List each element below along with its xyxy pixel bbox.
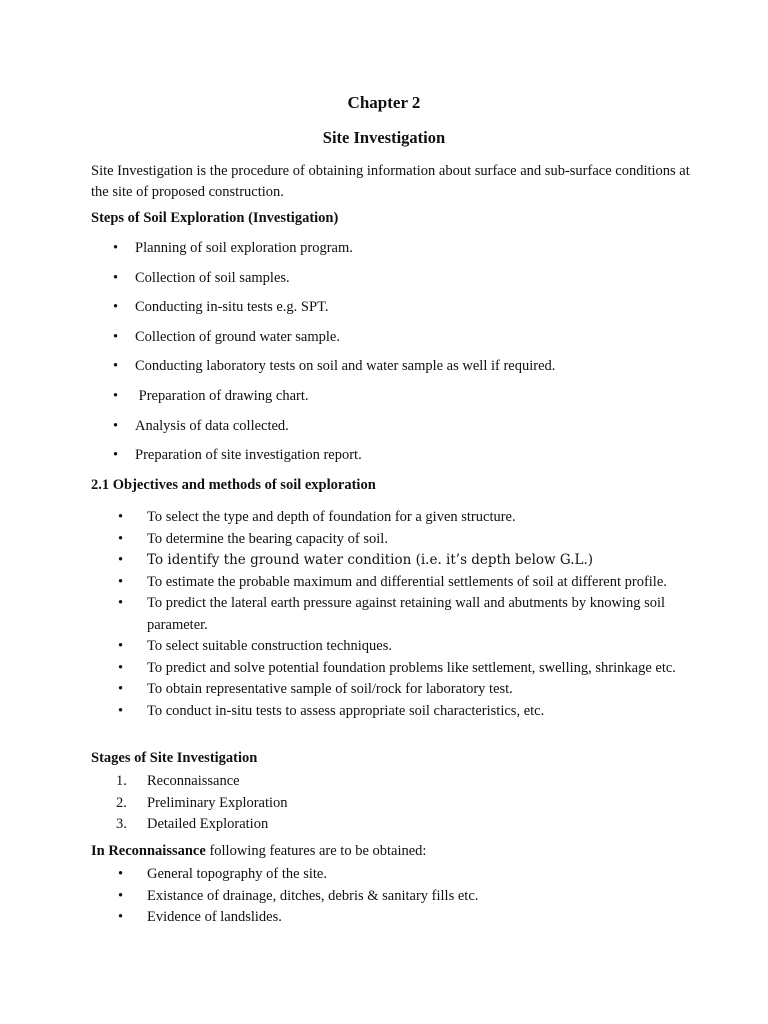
list-item [0,864,687,886]
bullet: • [113,388,119,404]
bullet: • [113,358,119,374]
item-number: 3. [116,816,127,832]
bullet: • [113,299,119,315]
list-item-text: Collection of ground water sample. [135,329,340,345]
reconnaissance-rest: following features are to be obtained: [205,843,427,859]
list-item [0,814,687,836]
objectives-heading: 2.1 Objectives and methods of soil exploration [91,477,376,493]
list-item [0,593,687,636]
list-item [0,550,687,572]
reconnaissance-list [0,864,687,929]
bullet: • [113,270,119,286]
bullet: • [118,659,124,676]
list-item-text: To predict the lateral earth pressure against retaining wall and abutments by knowing soil parameter. [147,595,666,633]
list-item-text: To predict and solve potential foundation problems like settlement, swelling, shrinkage etc. [147,659,676,676]
list-item-text: Conducting in-situ tests e.g. SPT. [135,299,329,315]
bullet: • [118,866,124,882]
page-title: Site Investigation [322,128,446,147]
reconnaissance-paragraph [91,843,426,860]
item-number: 1. [116,773,127,789]
bullet: • [113,240,119,256]
list-item-text: Conducting laboratory tests on soil and water sample as well if required. [135,358,556,374]
bullet: • [118,573,124,590]
list-item [0,529,687,551]
list-item [0,793,687,815]
list-item-text: To obtain representative sample of soil/rock for laboratory test. [147,681,513,697]
list-item [0,507,687,529]
list-item [0,658,687,680]
intro-paragraph: Site Investigation is the procedure of obtaining information about surface and sub-surface conditions at the site of proposed construction. [91,163,690,200]
list-item [0,907,687,929]
list-item-text: To determine the bearing capacity of soil. [147,530,388,547]
list-item-text: Preliminary Exploration [147,794,288,811]
bullet: • [118,909,124,925]
steps-heading: Steps of Soil Exploration (Investigation) [91,210,339,226]
stages-list [0,771,687,836]
bullet: • [118,509,124,525]
list-item [0,886,687,908]
bullet: • [113,447,119,463]
list-item-text: To estimate the probable maximum and differential settlements of soil at different profile. [147,573,667,590]
bullet: • [118,552,124,568]
list-item [0,572,687,594]
bullet: • [118,595,124,611]
list-item-text: Detailed Exploration [147,816,269,832]
list-item [0,701,687,723]
list-item-text: Planning of soil exploration program. [135,240,353,256]
bullet: • [113,418,119,434]
list-item-text: Analysis of data collected. [135,418,289,434]
list-item-text: Preparation of drawing chart. [135,388,309,404]
stages-heading: Stages of Site Investigation [91,750,258,766]
bullet: • [118,887,124,904]
objectives-list [0,507,687,722]
list-item [0,636,687,658]
bullet: • [118,702,124,719]
reconnaissance-lead: In Reconnaissance [91,843,206,859]
list-item-text: Reconnaissance [147,773,240,789]
list-item-text: To select the type and depth of foundation for a given structure. [147,509,516,525]
list-item-text: Preparation of site investigation report. [135,447,362,463]
list-item-text: General topography of the site. [147,866,327,882]
item-number: 2. [116,794,127,811]
list-item-text: Collection of soil samples. [135,270,290,286]
chapter-heading: Chapter 2 [347,93,421,112]
list-item [0,771,687,793]
bullet: • [118,638,124,654]
list-item-text: To select suitable construction techniques. [147,638,393,654]
list-item-text: Existance of drainage, ditches, debris & sanitary fills etc. [147,887,479,904]
bullet: • [113,329,119,345]
list-item [0,679,687,701]
bullet: • [118,681,124,697]
list-item-text: Evidence of landslides. [147,909,282,925]
bullet: • [118,530,124,547]
list-item-text: To identify the ground water condition (i.e. it’s depth below G.L.) [147,552,594,568]
list-item-text: To conduct in-situ tests to assess appropriate soil characteristics, etc. [147,702,545,719]
